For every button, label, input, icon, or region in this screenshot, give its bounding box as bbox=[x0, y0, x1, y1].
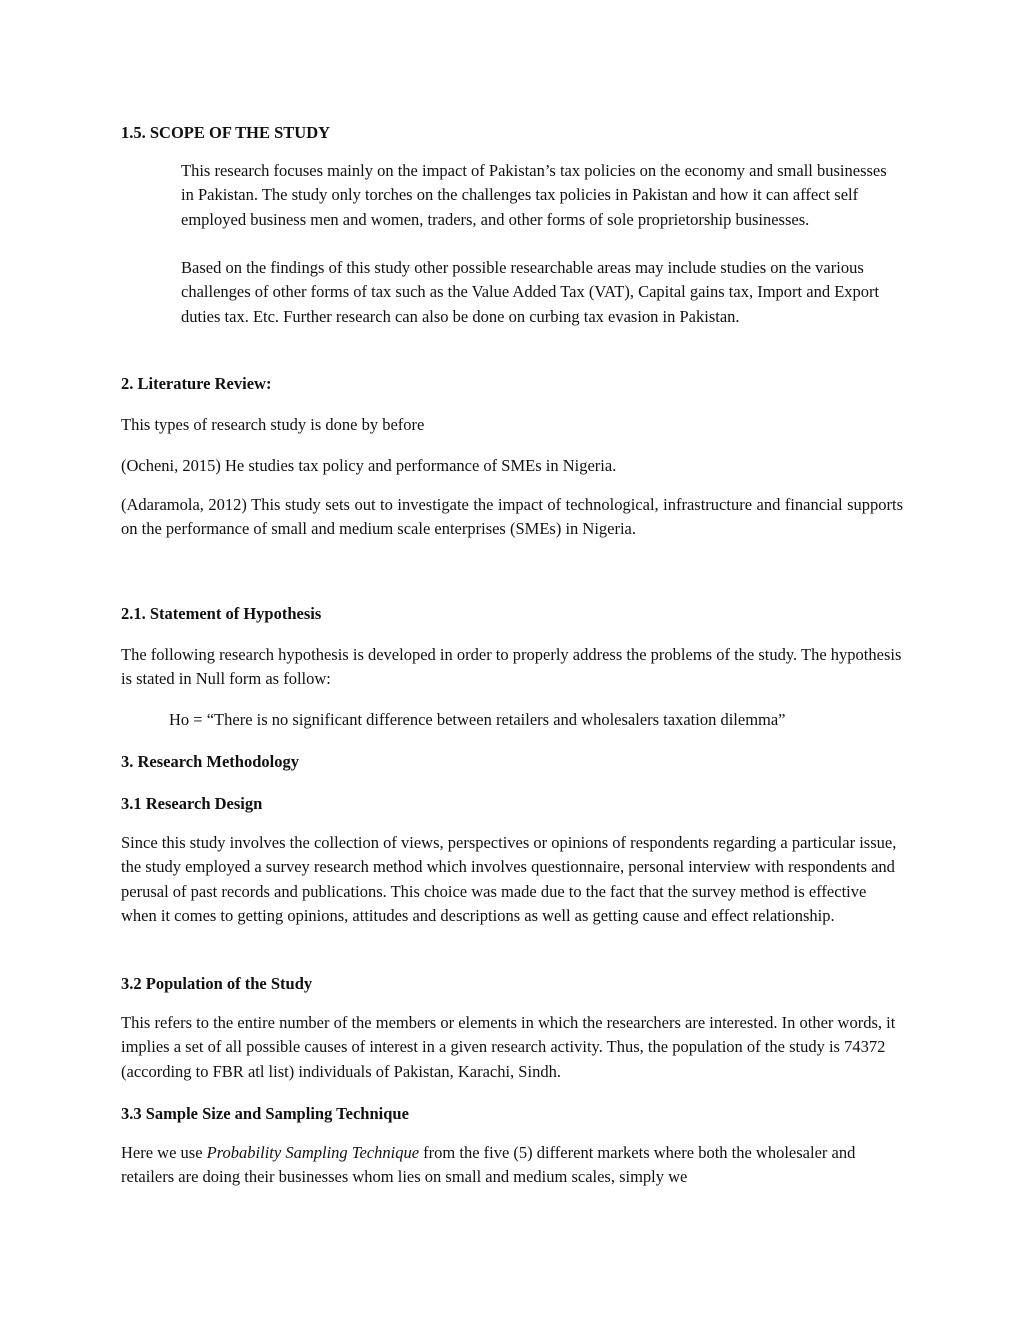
design-heading: 3.1 Research Design bbox=[121, 794, 263, 813]
population-paragraph: This refers to the entire number of the members or elements in which the researchers are interested. In other words, it implies a set of all possible causes of interest in a given research activity. Thus, the population of the study is 74372 (according to FBR atl list) individuals of Pakistan, Karachi, Sindh. bbox=[121, 1013, 896, 1081]
literature-ref-ocheni: (Ocheni, 2015) He studies tax policy and performance of SMEs in Nigeria. bbox=[121, 456, 617, 475]
methodology-heading: 3. Research Methodology bbox=[121, 752, 299, 771]
sample-technique: Probability Sampling Technique bbox=[206, 1143, 420, 1162]
sample-text-before: Here we use bbox=[121, 1143, 207, 1162]
sample-heading: 3.3 Sample Size and Sampling Technique bbox=[121, 1104, 409, 1123]
sample-paragraph bbox=[121, 1141, 903, 1190]
literature-heading: 2. Literature Review: bbox=[121, 374, 272, 393]
literature-intro: This types of research study is done by before bbox=[121, 415, 425, 434]
scope-paragraph-2: Based on the findings of this study other possible researchable areas may include studies on the various challenges of other forms of tax such as the Value Added Tax (VAT), Capital gains tax, Import and Export duties tax. Etc. Further research can also be done on curbing tax evasion in Pakistan. bbox=[181, 258, 880, 326]
hypothesis-heading: 2.1. Statement of Hypothesis bbox=[121, 604, 322, 623]
literature-ref-adaramola: (Adaramola, 2012) This study sets out to investigate the impact of technological, infrastructure and financial supports on the performance of small and medium scale enterprises (SMEs) in Nigeria. bbox=[121, 495, 903, 539]
scope-heading: 1.5. SCOPE OF THE STUDY bbox=[121, 123, 331, 142]
hypothesis-statement: Ho = “There is no significant difference between retailers and wholesalers taxation dilemma” bbox=[169, 710, 786, 729]
hypothesis-paragraph: The following research hypothesis is developed in order to properly address the problems of the study. The hypothesis is stated in Null form as follow: bbox=[121, 645, 902, 689]
scope-paragraph-1: This research focuses mainly on the impact of Pakistan’s tax policies on the economy and small businesses in Pakistan. The study only torches on the challenges tax policies in Pakistan and how it can affect self employed business men and women, traders, and other forms of sole proprietorship businesses. bbox=[181, 161, 887, 229]
sample-text-after: from the five (5) different markets where both the wholesaler and retailers are doing their businesses whom lies on small and medium scales, simply we bbox=[121, 1143, 856, 1187]
population-heading: 3.2 Population of the Study bbox=[121, 974, 313, 993]
design-paragraph: Since this study involves the collection of views, perspectives or opinions of respondents regarding a particular issue, the study employed a survey research method which involves questionnaire, personal interview with respondents and perusal of past records and publications. This choice was made due to the fact that the survey method is effective when it comes to getting opinions, attitudes and descriptions as well as getting cause and effect relationship. bbox=[121, 833, 897, 926]
